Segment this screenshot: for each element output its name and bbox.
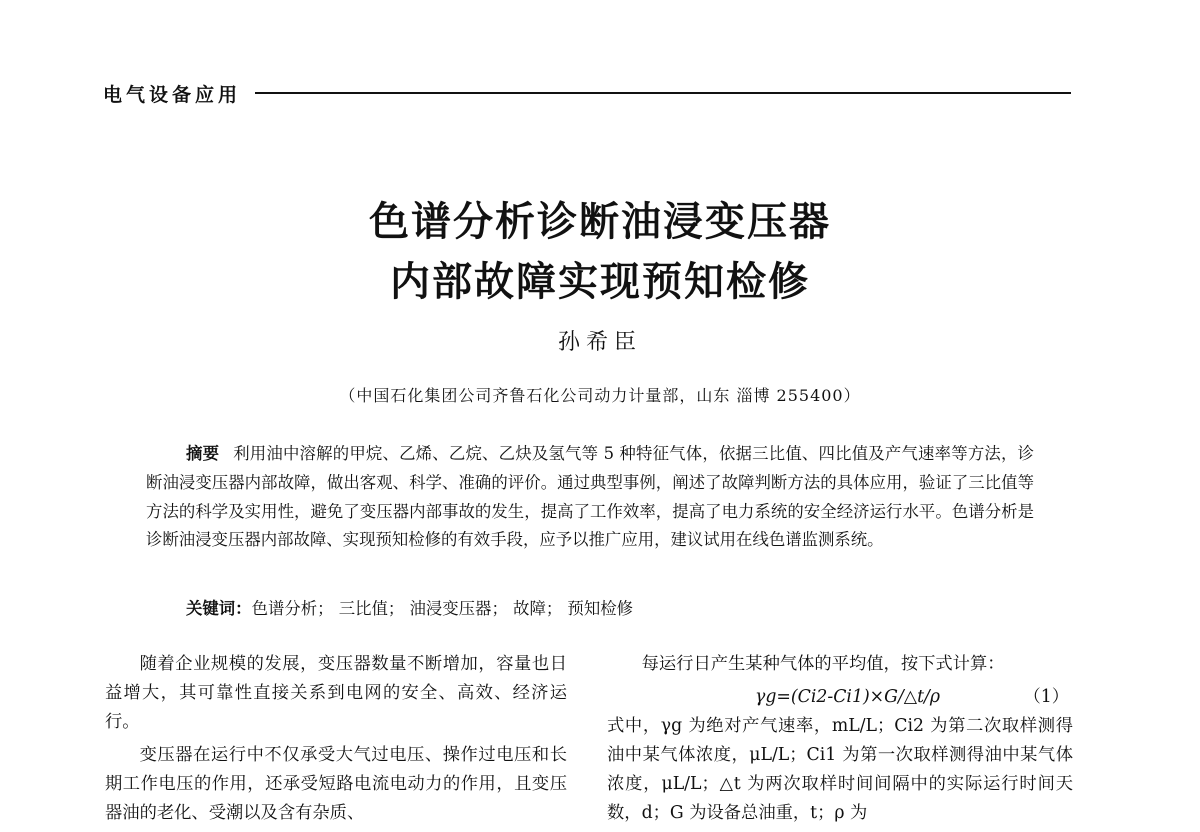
- paper-title-line1: 色谱分析诊断油浸变压器: [369, 199, 831, 245]
- equation-number: （1）: [1023, 687, 1069, 707]
- keywords-text: 色谱分析； 三比值； 油浸变压器； 故障； 预知检修: [251, 599, 633, 618]
- author-name: 孙希臣: [557, 330, 642, 355]
- body-column-left: [105, 650, 567, 832]
- abstract: [146, 440, 1034, 555]
- body-paragraph: 随着企业规模的发展，变压器数量不断增加，容量也日益增大，其可靠性直接关系到电网的安全、高效、经济运行。: [105, 654, 567, 732]
- body-paragraph: 每运行日产生某种气体的平均值，按下式计算：: [641, 654, 1005, 674]
- equation-expression: γg=(Ci2-Ci1)×G/△t/ρ: [755, 687, 941, 707]
- body-paragraph: 式中，γg 为绝对产气速率，mL/L；Ci2 为第二次取样测得油中某气体浓度，μL/L；Ci1 为第一次取样测得油中某气体浓度，μL/L；△t 为两次取样时间间隔中的实际运行时间天数，d；G 为设备总油重，t；ρ 为: [607, 716, 1073, 823]
- equation-1: [607, 683, 1073, 712]
- body-column-right: [607, 650, 1073, 832]
- body-paragraph: 变压器在运行中不仅承受大气过电压、操作过电压和长期工作电压的作用，还承受短路电流电动力的作用，且变压器油的老化、受潮以及含有杂质、: [105, 745, 567, 823]
- abstract-text: 利用油中溶解的甲烷、乙烯、乙烷、乙炔及氢气等 5 种特征气体，依据三比值、四比值及产气速率等方法，诊断油浸变压器内部故障，做出客观、科学、准确的评价。通过典型事例，阐述了故障判断方法的具体应用，验证了三比值等方法的科学及实用性，避免了变压器内部事故的发生，提高了工作效率，提高了电力系统的安全经济运行水平。色谱分析是诊断油浸变压器内部故障、实现预知检修的有效手段，应予以推广应用，建议试用在线色谱监测系统。: [146, 444, 1034, 550]
- keywords: [186, 596, 1036, 622]
- paper-title-line2: 内部故障实现预知检修: [390, 259, 810, 305]
- running-header: [103, 78, 1071, 108]
- section-label: 电气设备应用: [103, 83, 242, 106]
- author-affiliation: （中国石化集团公司齐鲁石化公司动力计量部，山东 淄博 255400）: [339, 386, 861, 405]
- abstract-label: 摘要: [186, 444, 220, 463]
- keywords-label: 关键词：: [186, 599, 252, 618]
- header-rule: [255, 92, 1071, 94]
